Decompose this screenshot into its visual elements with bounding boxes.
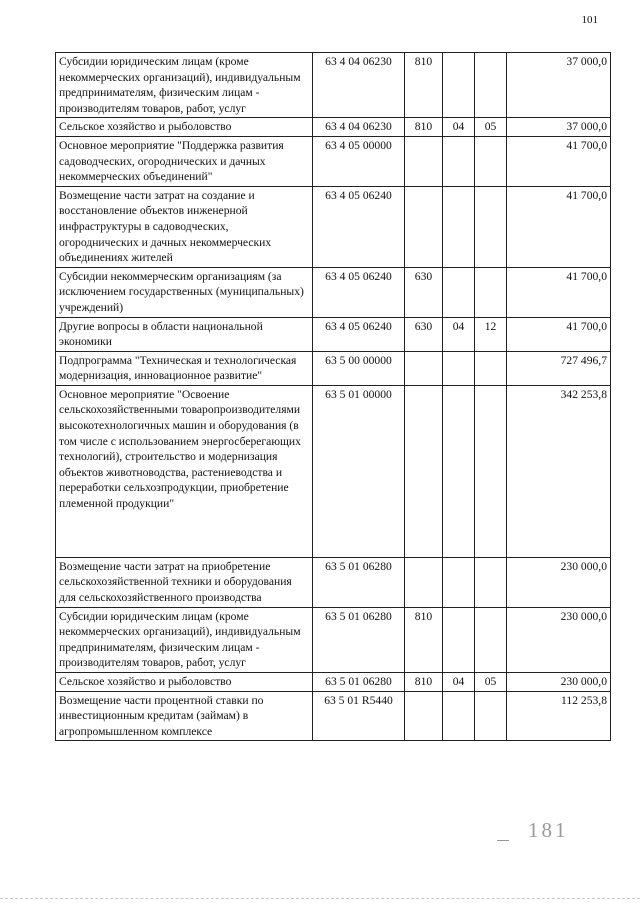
row-amount: 112 253,8 [507,691,611,741]
row-subsection [475,267,507,317]
row-name: Основное мероприятие "Освоение сельскохозяйственными товаропроизводителями высокотехнологичных машин и оборудования (в том числе с использованием энергосберегающих технологий), строительство и модернизация объектов животноводства, растениеводства и переработки сельхозпродукции, приобретение племенной продукции" [56,385,313,557]
row-subsection [475,53,507,118]
row-target-code: 63 5 01 R5440 [313,691,405,741]
row-amount: 41 700,0 [507,317,611,351]
row-name: Субсидии юридическим лицам (кроме некоммерческих организаций), индивидуальным предпринимателям, физическим лицам - производителям товаров, работ, услуг [56,607,313,672]
row-target-code: 63 4 04 06230 [313,118,405,137]
row-target-code: 63 5 01 06280 [313,673,405,692]
row-target-code: 63 4 04 06230 [313,53,405,118]
row-target-code: 63 5 01 06280 [313,557,405,607]
row-expense-type [405,691,443,741]
table-row [56,53,611,118]
row-amount: 37 000,0 [507,53,611,118]
row-name: Возмещение части затрат на приобретение сельскохозяйственной техники и оборудования для сельскохозяйственного производства [56,557,313,607]
row-amount: 727 496,7 [507,351,611,385]
row-section [443,53,475,118]
scan-dash-mark [497,840,509,841]
row-expense-type: 810 [405,118,443,137]
table-row [56,118,611,137]
row-section [443,607,475,672]
row-subsection [475,136,507,186]
row-expense-type: 810 [405,673,443,692]
table-row [56,317,611,351]
row-name: Основное мероприятие "Поддержка развития садоводческих, огороднических и дачных некоммерческих объединений" [56,136,313,186]
row-expense-type: 630 [405,267,443,317]
row-amount: 41 700,0 [507,186,611,267]
row-amount: 342 253,8 [507,385,611,557]
row-subsection [475,186,507,267]
row-subsection [475,385,507,557]
row-section: 04 [443,673,475,692]
row-name: Возмещение части затрат на создание и восстановление объектов инженерной инфраструктуры в садоводческих, огороднических и дачных некоммерческих объединениях жителей [56,186,313,267]
row-subsection [475,351,507,385]
row-amount: 37 000,0 [507,118,611,137]
row-target-code: 63 4 05 06240 [313,317,405,351]
table-row [56,267,611,317]
row-section: 04 [443,317,475,351]
row-subsection [475,691,507,741]
row-section [443,351,475,385]
row-name: Субсидии юридическим лицам (кроме некоммерческих организаций), индивидуальным предпринимателям, физическим лицам - производителям товаров, работ, услуг [56,53,313,118]
handwritten-sheet-number: 181 [528,818,569,842]
budget-table [55,52,611,741]
row-target-code: 63 4 05 06240 [313,267,405,317]
row-section: 04 [443,118,475,137]
row-name: Подпрограмма "Техническая и технологическая модернизация, инновационное развитие" [56,351,313,385]
row-target-code: 63 5 01 06280 [313,607,405,672]
table-row [56,673,611,692]
row-expense-type: 810 [405,53,443,118]
row-expense-type: 630 [405,317,443,351]
row-name: Субсидии некоммерческим организациям (за исключением государственных (муниципальных) учреждений) [56,267,313,317]
budget-table-body [56,53,611,741]
table-row [56,351,611,385]
row-name: Другие вопросы в области национальной экономики [56,317,313,351]
row-section [443,385,475,557]
row-section [443,691,475,741]
row-target-code: 63 4 05 06240 [313,186,405,267]
row-expense-type [405,186,443,267]
row-amount: 41 700,0 [507,136,611,186]
row-subsection: 12 [475,317,507,351]
table-row [56,385,611,557]
page-number: 101 [581,14,598,26]
row-amount: 230 000,0 [507,673,611,692]
row-section [443,186,475,267]
row-expense-type [405,385,443,557]
table-row [56,557,611,607]
row-target-code: 63 4 05 00000 [313,136,405,186]
row-amount: 230 000,0 [507,607,611,672]
row-name: Сельское хозяйство и рыболовство [56,118,313,137]
row-expense-type: 810 [405,607,443,672]
row-subsection [475,607,507,672]
row-section [443,267,475,317]
row-expense-type [405,351,443,385]
scan-edge-line [0,898,640,899]
row-expense-type [405,557,443,607]
row-section [443,136,475,186]
table-row [56,186,611,267]
table-row [56,136,611,186]
row-expense-type [405,136,443,186]
row-name: Возмещение части процентной ставки по инвестиционным кредитам (займам) в агропромышленном комплексе [56,691,313,741]
row-subsection: 05 [475,118,507,137]
row-subsection [475,557,507,607]
row-amount: 230 000,0 [507,557,611,607]
table-row [56,607,611,672]
row-target-code: 63 5 01 00000 [313,385,405,557]
row-section [443,557,475,607]
row-target-code: 63 5 00 00000 [313,351,405,385]
row-amount: 41 700,0 [507,267,611,317]
table-row [56,691,611,741]
row-subsection: 05 [475,673,507,692]
row-name: Сельское хозяйство и рыболовство [56,673,313,692]
